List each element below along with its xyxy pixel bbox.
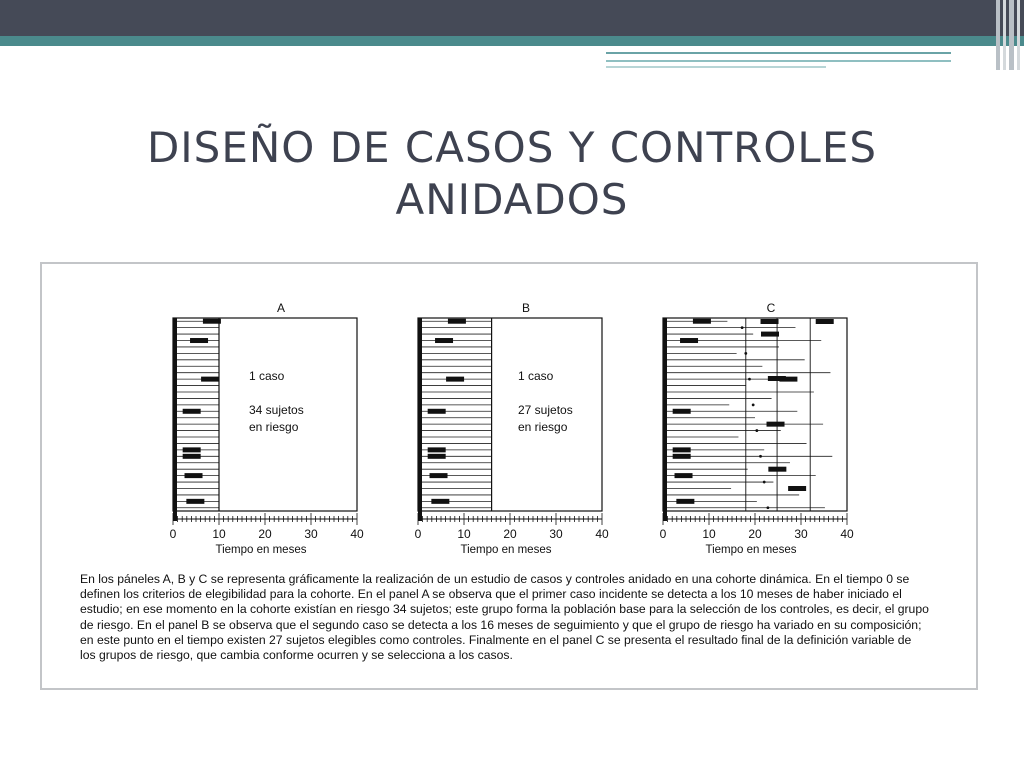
panel-spine <box>418 318 422 521</box>
x-tick-label: 10 <box>457 527 471 541</box>
case-event-bar <box>761 319 779 324</box>
panel-spine <box>173 318 177 521</box>
x-tick-label: 40 <box>840 527 854 541</box>
timeline-panel <box>660 301 854 556</box>
x-tick-label: 40 <box>595 527 609 541</box>
case-event-bar <box>428 447 446 452</box>
censor-dot <box>741 326 744 329</box>
annotation-risk: en riesgo <box>249 420 299 434</box>
case-event-bar <box>428 454 446 459</box>
caption-line: en este punto en el tiempo existen 27 sujetos elegibles como controles. Finalmente en el panel C se presenta el resultado final de la definición variable de <box>80 632 912 647</box>
annotation-cases: 1 caso <box>518 369 554 383</box>
censor-dot <box>766 506 769 509</box>
annotation-risk: 34 sujetos <box>249 403 304 417</box>
panel-title: B <box>521 301 531 315</box>
caption-line: los grupos de riesgo, que cambia conforme ocurren y se selecciona a los casos. <box>80 648 513 663</box>
case-event-bar <box>186 499 204 504</box>
x-axis-label: Tiempo en meses <box>460 544 552 556</box>
panel-title: C <box>766 301 776 315</box>
case-event-bar <box>203 319 221 324</box>
panel-title: A <box>276 301 286 315</box>
caption-line: definen los criterios de elegibilidad para la cohorte. En el panel A se observa que el primer caso incidente se detecta a los 10 meses de haber iniciado el <box>80 587 902 602</box>
x-tick-label: 0 <box>169 527 177 541</box>
annotation-cases: 1 caso <box>249 369 285 383</box>
x-tick-label: 0 <box>414 527 422 541</box>
case-event-bar <box>446 377 464 382</box>
censor-dot <box>748 378 751 381</box>
case-event-bar <box>183 409 201 414</box>
x-axis-label: Tiempo en meses <box>705 544 797 556</box>
censor-dot <box>755 429 758 432</box>
case-event-bar <box>675 473 693 478</box>
x-tick-label: 20 <box>748 527 762 541</box>
timeline-panel <box>170 301 364 556</box>
case-event-bar <box>767 422 785 427</box>
case-event-bar <box>761 332 779 337</box>
x-tick-label: 20 <box>503 527 517 541</box>
x-tick-label: 10 <box>702 527 716 541</box>
caption-line: En los páneles A, B y C se representa gráficamente la realización de un estudio de casos y controles anidado en una cohorte dinámica. En el tiempo 0 se <box>80 572 910 586</box>
case-event-bar <box>190 338 208 343</box>
timeline-panel <box>415 301 609 556</box>
censor-dot <box>759 455 762 458</box>
x-tick-label: 30 <box>304 527 318 541</box>
x-tick-label: 30 <box>794 527 808 541</box>
x-tick-label: 30 <box>549 527 563 541</box>
slide-title: DISEÑO DE CASOS Y CONTROLES ANIDADOS <box>146 123 878 224</box>
annotation-risk: en riesgo <box>518 420 568 434</box>
case-event-bar <box>183 447 201 452</box>
case-event-bar <box>673 447 691 452</box>
case-event-bar <box>816 319 834 324</box>
x-tick-label: 10 <box>212 527 226 541</box>
case-event-bar <box>448 319 466 324</box>
case-event-bar <box>673 409 691 414</box>
case-event-bar <box>676 499 694 504</box>
case-event-bar <box>788 486 806 491</box>
figure-caption <box>80 572 946 663</box>
x-tick-label: 0 <box>659 527 667 541</box>
case-event-bar <box>428 409 446 414</box>
panel-spine <box>663 318 667 521</box>
annotation-risk: 27 sujetos <box>518 403 573 417</box>
case-event-bar <box>183 454 201 459</box>
x-tick-label: 40 <box>350 527 364 541</box>
case-event-bar <box>673 454 691 459</box>
case-event-bar <box>201 377 219 382</box>
case-event-bar <box>430 473 448 478</box>
censor-dot <box>752 403 755 406</box>
case-event-bar <box>185 473 203 478</box>
caption-line: estudio; en ese momento en la cohorte existían en riesgo 34 sujetos; este grupo forma la población base para la selección de los controles, es decir, el grupo <box>80 602 929 617</box>
caption-line: de riesgo. En el panel B se observa que el segundo caso se detecta a los 16 meses de seguimiento y que el grupo de riesgo ha variado en su composición; <box>80 617 922 632</box>
case-event-bar <box>693 319 711 324</box>
x-tick-label: 20 <box>258 527 272 541</box>
x-axis-label: Tiempo en meses <box>215 544 307 556</box>
case-event-bar <box>680 338 698 343</box>
case-event-bar <box>431 499 449 504</box>
case-event-bar <box>435 338 453 343</box>
case-event-bar <box>768 376 786 381</box>
censor-dot <box>763 481 766 484</box>
